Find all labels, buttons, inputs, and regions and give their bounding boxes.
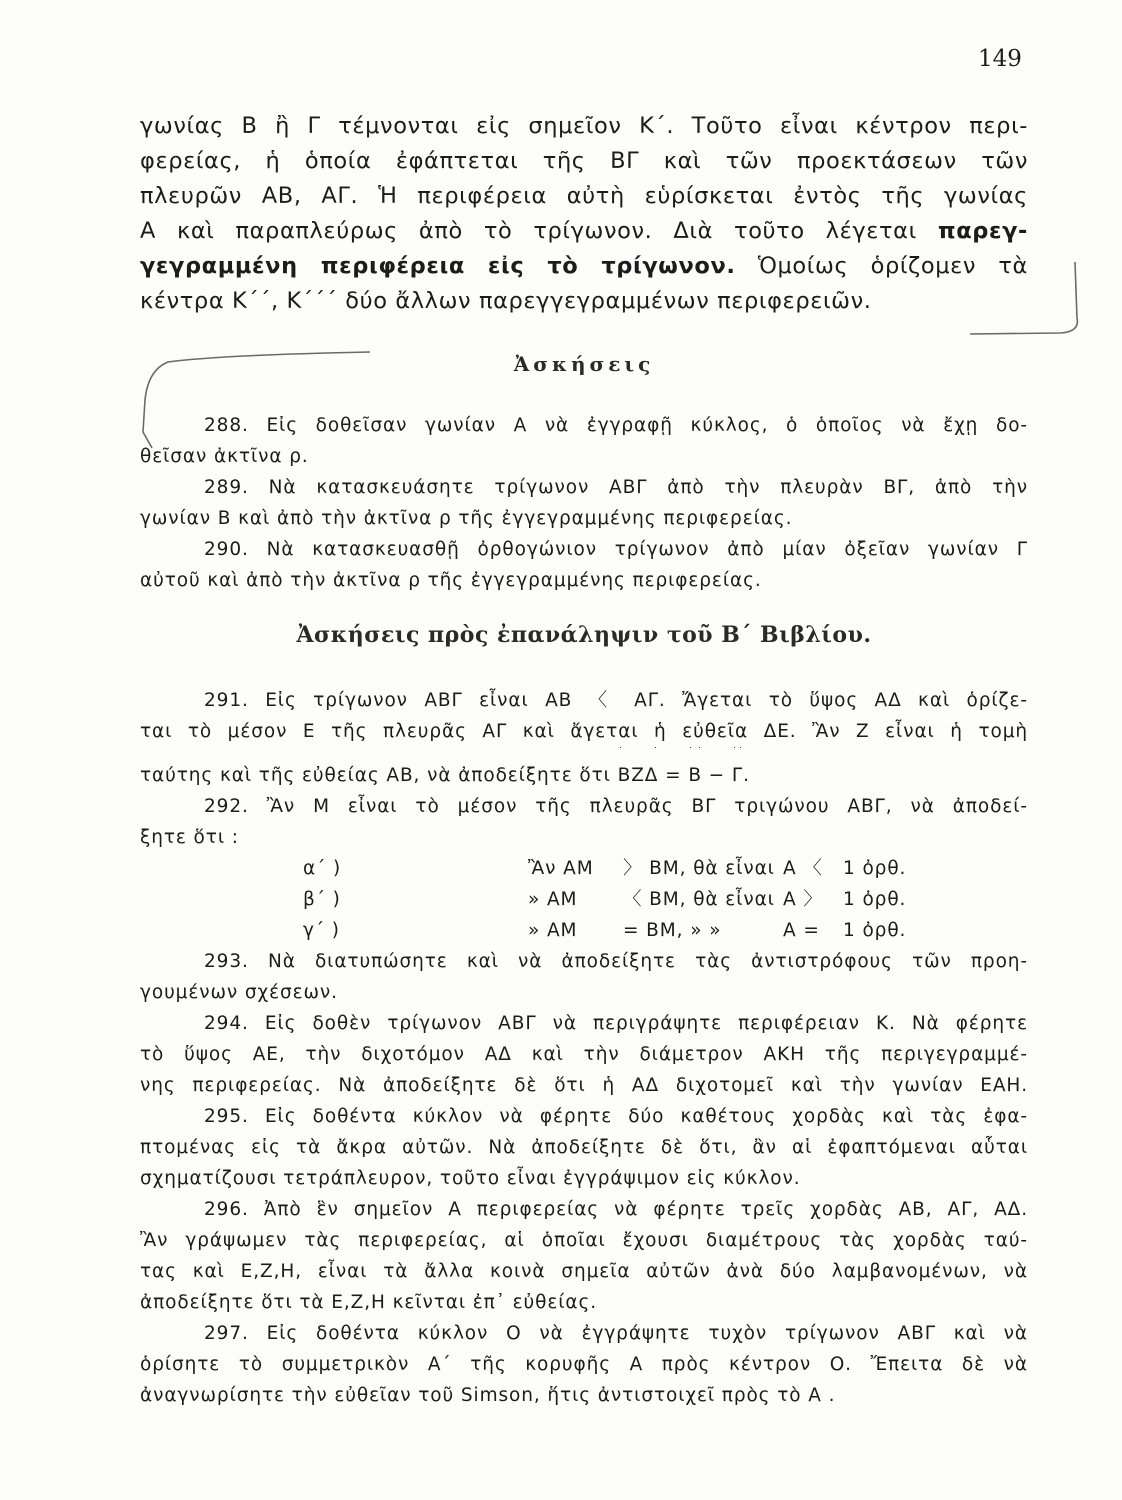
case-angle: Α 〈 (783, 858, 823, 879)
period: . (743, 765, 750, 786)
exercise-295-cont: πτομένας εἰς τὰ ἄκρα αὐτῶν. Νὰ ἀποδείξητε δὲ ὅτι, ἂν αἱ ἐφαπτόμεναι αὗται (140, 1137, 1028, 1158)
exercise-297-cont: ἀναγνωρίσητε τὴν εὐθεῖαν τοῦ Simson, ἥτις ἀντιστοιχεῖ πρὸς τὸ Α . (140, 1385, 836, 1406)
exercise-292-cases (140, 853, 1028, 946)
case-value: 1 ὀρθ. (843, 920, 907, 941)
exercise-291-cont: ται τὸ μέσον Ε τῆς πλευρᾶς ΑΓ καὶ ἄγεται ἡ εὐθεῖα ΔΕ. Ἂν Ζ εἶναι ἡ τομὴ (140, 721, 1028, 742)
exercise-296: 296. Ἀπὸ ἓν σημεῖον Α περιφερείας νὰ φέρητε τρεῖς χορδὰς ΑΒ, ΑΓ, ΑΔ. (204, 1199, 1028, 1220)
exercise-288-cont: θεῖσαν ἀκτῖνα ρ. (140, 446, 309, 467)
case-angle: Α = (783, 920, 820, 941)
case-relation: 〉 ΒΜ, θὰ εἶναι (623, 858, 775, 879)
text-span: ταύτης καὶ τῆς εὐθείας ΑΒ, νὰ ἀποδείξητε ὅτι (140, 765, 618, 786)
angle-bzd: ΒΖΔ (618, 747, 659, 791)
angle-g: Γ (732, 747, 743, 791)
exercises-section-1 (140, 410, 1028, 596)
case-row (140, 853, 1028, 884)
case-condition: » ΑΜ (528, 889, 578, 910)
case-row (140, 884, 1028, 915)
exercise-289: 289. Νὰ κατασκευάσητε τρίγωνον ΑΒΓ ἀπὸ τὴν πλευρὰν ΒΓ, ἀπὸ τὴν (204, 477, 1028, 498)
exercise-294: 294. Εἰς δοθὲν τρίγωνον ΑΒΓ νὰ περιγράψητε περιφέρειαν Κ. Νὰ φέρητε (204, 1013, 1028, 1034)
exercise-289-cont: γωνίαν Β καὶ ἀπὸ τὴν ἀκτῖνα ρ τῆς ἐγγεγραμμένης περιφερείας. (140, 508, 793, 529)
exercise-288: 288. Εἰς δοθεῖσαν γωνίαν Α νὰ ἐγγραφῇ κύκλος, ὁ ὁποῖος νὰ ἔχῃ δο- (204, 415, 1028, 436)
exercise-292: 292. Ἂν Μ εἶναι τὸ μέσον τῆς πλευρᾶς ΒΓ τριγώνου ΑΒΓ, νὰ ἀποδεί- (204, 796, 1028, 817)
section-heading-exercises: Ἀσκήσεις (513, 352, 655, 376)
text-span: Α καὶ παραπλεύρως ἀπὸ τὸ τρίγωνον. Διὰ τοῦτο λέγεται (140, 218, 917, 244)
exercise-293-cont: γουμένων σχέσεων. (140, 982, 338, 1003)
text-span: Ὁμοίως ὁρίζομεν τὰ (735, 253, 1028, 279)
case-value: 1 ὀρθ. (843, 858, 907, 879)
exercise-292-cont: ξητε ὅτι : (140, 827, 239, 848)
exercise-291: 291. Εἰς τρίγωνον ΑΒΓ εἶναι ΑΒ 〈 ΑΓ. Ἄγεται τὸ ὕψος ΑΔ καὶ ὁρίζε- (204, 690, 1028, 711)
case-value: 1 ὀρθ. (843, 889, 907, 910)
text-line: φερείας, ἡ ὁποία ἐφάπτεται τῆς ΒΓ καὶ τῶν προεκτάσεων τῶν (140, 148, 1028, 174)
case-label: β΄ ) (303, 889, 341, 910)
exercise-293: 293. Νὰ διατυπώσητε καὶ νὰ ἀποδείξητε τὰς ἀντιστρόφους τῶν προη- (204, 951, 1028, 972)
text-line: κέντρα Κ΄΄, Κ΄΄΄ δύο ἄλλων παρεγγεγραμμένων περιφερειῶν. (140, 288, 872, 314)
intro-paragraph (140, 109, 1028, 319)
case-relation: 〈 ΒΜ, θὰ εἶναι (623, 889, 775, 910)
text-line: γωνίας Β ἢ Γ τέμνονται εἰς σημεῖον Κ΄. Τοῦτο εἶναι κέντρον περι- (140, 113, 1028, 139)
case-relation: = ΒΜ, » » (623, 920, 722, 941)
text-line: πλευρῶν ΑΒ, ΑΓ. Ἡ περιφέρεια αὐτὴ εὑρίσκεται ἐντὸς τῆς γωνίας (140, 183, 1028, 209)
exercise-297: 297. Εἰς δοθέντα κύκλον Ο νὰ ἐγγράψητε τυχὸν τρίγωνον ΑΒΓ καὶ νὰ (204, 1323, 1028, 1344)
bold-term: γεγραμμένη περιφέρεια εἰς τὸ τρίγωνον. (140, 253, 736, 279)
page-number: 149 (978, 46, 1022, 72)
exercise-296-cont: τας καὶ Ε,Ζ,Η, εἶναι τὰ ἄλλα κοινὰ σημεῖα αὐτῶν ἀνὰ δύο λαμβανομένων, νὰ (140, 1261, 1028, 1282)
exercise-296-cont: Ἂν γράψωμεν τὰς περιφερείας, αἱ ὁποῖαι ἔχουσι διαμέτρους τὰς χορδὰς ταύ- (140, 1230, 1028, 1251)
bold-term: παρεγ- (937, 218, 1028, 244)
section-heading-review: Ἀσκήσεις πρὸς ἐπανάληψιν τοῦ Β΄ Βιβλίου. (296, 622, 872, 648)
case-row (140, 915, 1028, 946)
minus-sign: − (701, 765, 732, 786)
case-condition: » ΑΜ (528, 920, 578, 941)
exercise-291-formula-line (140, 747, 1028, 791)
case-angle: Α 〉 (783, 889, 823, 910)
exercise-295: 295. Εἰς δοθέντα κύκλον νὰ φέρητε δύο καθέτους χορδὰς καὶ τὰς ἐφα- (204, 1106, 1028, 1127)
text-line (140, 249, 1028, 284)
exercise-290: 290. Νὰ κατασκευασθῇ ὀρθογώνιον τρίγωνον ἀπὸ μίαν ὀξεῖαν γωνίαν Γ (204, 539, 1028, 560)
case-label: γ΄ ) (303, 920, 340, 941)
exercise-294-cont: τὸ ὕψος ΑΕ, τὴν διχοτόμον ΑΔ καὶ τὴν διάμετρον ΑΚΗ τῆς περιγεγραμμέ- (140, 1044, 1028, 1065)
case-condition: Ἂν ΑΜ (528, 858, 594, 879)
exercise-296-cont: ἀποδείξητε ὅτι τὰ Ε,Ζ,Η κεῖνται ἐπ᾽ εὐθείας. (140, 1292, 598, 1313)
case-label: α΄ ) (303, 858, 342, 879)
text-line (140, 214, 1028, 249)
equals-sign: = (658, 765, 689, 786)
exercise-290-cont: αὐτοῦ καὶ ἀπὸ τὴν ἀκτῖνα ρ τῆς ἐγγεγραμμένης περιφερείας. (140, 570, 762, 591)
exercise-295-cont: σχηματίζουσι τετράπλευρον, τοῦτο εἶναι ἐγγράψιμον εἰς κύκλον. (140, 1168, 801, 1189)
exercise-297-cont: ὁρίσητε τὸ συμμετρικὸν Α΄ τῆς κορυφῆς Α πρὸς κέντρον Ο. Ἔπειτα δὲ νὰ (140, 1354, 1028, 1375)
angle-b: Β (688, 747, 702, 791)
exercises-section-2 (140, 685, 1028, 1411)
exercise-294-cont: νης περιφερείας. Νὰ ἀποδείξητε δὲ ὅτι ἡ ΑΔ διχοτομεῖ καὶ τὴν γωνίαν ΕΑΗ. (140, 1075, 1028, 1096)
